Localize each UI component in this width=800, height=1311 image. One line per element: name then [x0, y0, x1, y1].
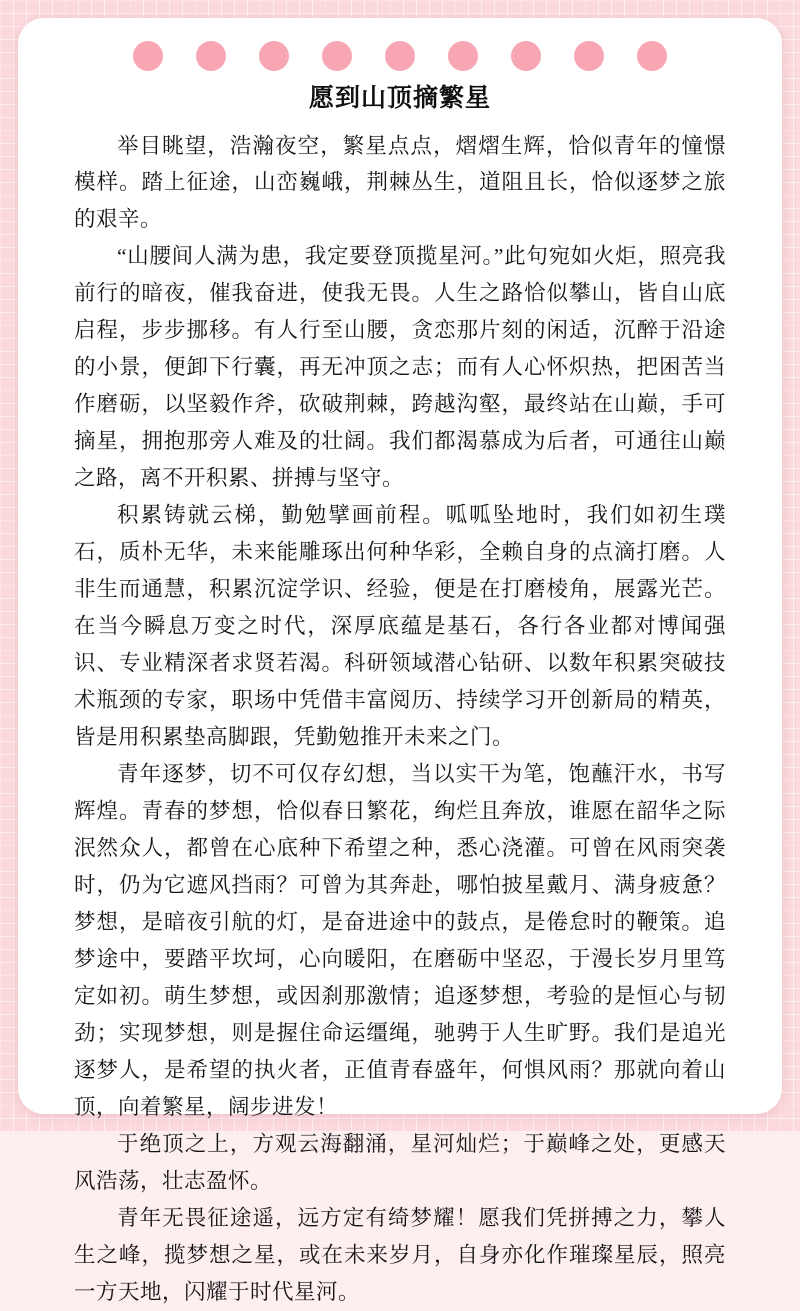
decorative-dot-icon	[385, 41, 415, 71]
document-content	[18, 80, 782, 1311]
body-paragraph: 青年逐梦，切不可仅存幻想，当以实干为笔，饱蘸汗水，书写辉煌。青春的梦想，恰似春日繁花，绚烂且奔放，谁愿在韶华之际泯然众人，都曾在心底种下希望之种，悉心浇灌。可曾在风雨突袭时，仍为它遮风挡雨？可曾为其奔赴，哪怕披星戴月、满身疲惫？梦想，是暗夜引航的灯，是奋进途中的鼓点，是倦怠时的鞭策。追梦途中，要踏平坎坷，心向暖阳，在磨砺中坚忍，于漫长岁月里笃定如初。萌生梦想，或因刹那激情；追逐梦想，考验的是恒心与韧劲；实现梦想，则是握住命运缰绳，驰骋于人生旷野。我们是追光逐梦人，是希望的执火者，正值青春盛年，何惧风雨？那就向着山顶，向着繁星，阔步进发！	[74, 761, 726, 1119]
decorative-dot-icon	[196, 41, 226, 71]
decorative-dot-icon	[133, 41, 163, 71]
decorative-dots-row	[18, 38, 782, 74]
decorative-dot-icon	[448, 41, 478, 71]
decorative-dot-icon	[511, 41, 541, 71]
paper-sheet	[18, 18, 782, 1304]
body-paragraph: 青年无畏征途遥，远方定有绮梦耀！愿我们凭拼搏之力，攀人生之峰，揽梦想之星，或在未来岁月，自身亦化作璀璨星辰，照亮一方天地，闪耀于时代星河。	[74, 1205, 726, 1304]
body-paragraph: 举目眺望，浩瀚夜空，繁星点点，熠熠生辉，恰似青年的憧憬模样。踏上征途，山峦巍峨，荆棘丛生，道阻且长，恰似逐梦之旅的艰辛。	[74, 133, 726, 232]
body-paragraph: 于绝顶之上，方观云海翻涌，星河灿烂；于巅峰之处，更感天风浩荡，壮志盈怀。	[74, 1131, 726, 1193]
decorative-dot-icon	[322, 41, 352, 71]
decorative-dot-icon	[259, 41, 289, 71]
paragraph-list	[74, 128, 726, 1311]
decorative-dot-icon	[637, 41, 667, 71]
page-title: 愿到山顶摘繁星	[308, 85, 491, 112]
body-paragraph: 积累铸就云梯，勤勉擘画前程。呱呱坠地时，我们如初生璞石，质朴无华，未来能雕琢出何种华彩，全赖自身的点滴打磨。人非生而通慧，积累沉淀学识、经验，便是在打磨棱角，展露光芒。在当今瞬息万变之时代，深厚底蕴是基石，各行各业都对博闻强识、专业精深者求贤若渴。科研领域潜心钻研、以数年积累突破技术瓶颈的专家，职场中凭借丰富阅历、持续学习开创新局的精英，皆是用积累垫高脚跟，凭勤勉推开未来之门。	[74, 503, 726, 749]
body-paragraph: “山腰间人满为患，我定要登顶揽星河。”此句宛如火炬，照亮我前行的暗夜，催我奋进，使我无畏。人生之路恰似攀山，皆自山底启程，步步挪移。有人行至山腰，贪恋那片刻的闲适，沉醉于沿途的小景，便卸下行囊，再无冲顶之志；而有人心怀炽热，把困苦当作磨砺，以坚毅作斧，砍破荆棘，跨越沟壑，最终站在山巅，手可摘星，拥抱那旁人难及的壮阔。我们都渴慕成为后者，可通往山巅之路，离不开积累、拼搏与坚守。	[74, 244, 726, 491]
decorative-dot-icon	[574, 41, 604, 71]
